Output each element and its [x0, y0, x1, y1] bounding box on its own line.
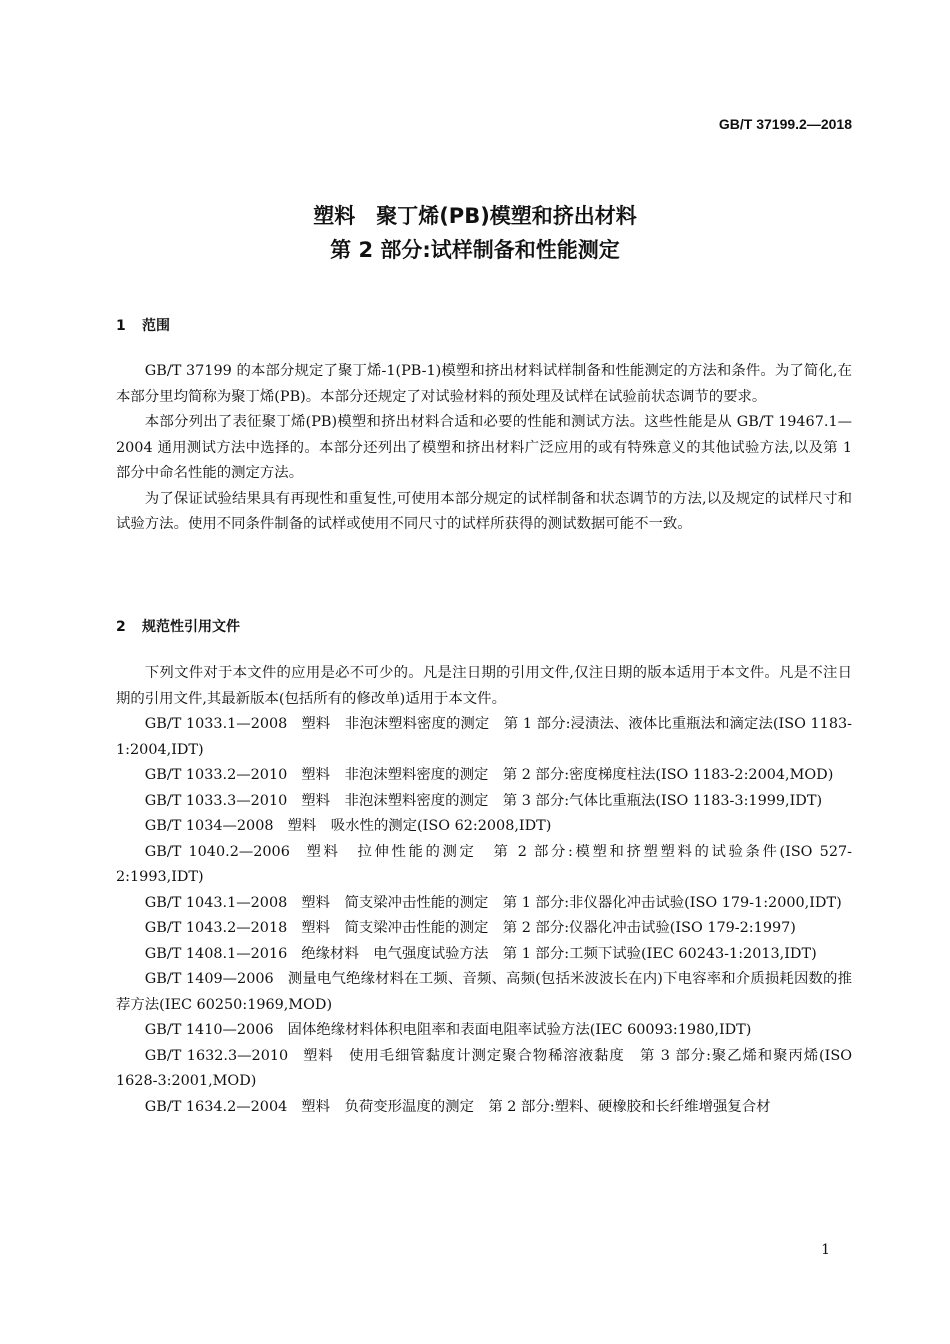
- section-title: 规范性引用文件: [142, 619, 240, 635]
- reference-item: [116, 891, 852, 917]
- standard-code: GB/T 37199.2—2018: [718, 116, 852, 132]
- reference-item: [116, 1018, 852, 1044]
- reference-item: [116, 967, 852, 1018]
- reference-title: 塑料 拉伸性能的测定 第 2 部分:模塑和挤塑塑料的试验条件(ISO 527-2:1993,IDT): [116, 843, 852, 885]
- section-1-body: [116, 359, 852, 538]
- document-title-line2: 第 2 部分:试样制备和性能测定: [330, 238, 620, 262]
- section-2-heading: [116, 616, 240, 636]
- reference-item: [116, 763, 852, 789]
- reference-title: 塑料 负荷变形温度的测定 第 2 部分:塑料、硬橡胶和长纤维增强复合材: [301, 1098, 771, 1115]
- document-title-line1: 塑料 聚丁烯(PB)模塑和挤出材料: [313, 204, 637, 228]
- section-2-body: [116, 661, 852, 1120]
- paragraph: 本部分列出了表征聚丁烯(PB)模塑和挤出材料合适和必要的性能和测试方法。这些性能是从 GB/T 19467.1—2004 通用测试方法中选择的。本部分还列出了模塑和挤出材料广泛应用的或有特殊意义的其他试验方法,以及第 1 部分中命名性能的测定方法。: [116, 414, 852, 481]
- reference-title: 固体绝缘材料体积电阻率和表面电阻率试验方法(IEC 60093:1980,IDT): [287, 1022, 752, 1038]
- reference-item: [116, 712, 852, 763]
- reference-standard: GB/T 1043.2—2018: [144, 920, 288, 936]
- page-number: 1: [821, 1242, 830, 1258]
- section-number: 1: [116, 318, 126, 334]
- reference-title: 塑料 非泡沫塑料密度的测定 第 2 部分:密度梯度柱法(ISO 1183-2:2004,MOD): [301, 767, 834, 783]
- reference-title: 塑料 简支梁冲击性能的测定 第 1 部分:非仪器化冲击试验(ISO 179-1:2000,IDT): [301, 894, 842, 911]
- section-1-heading: [116, 315, 170, 335]
- reference-title: 塑料 非泡沫塑料密度的测定 第 3 部分:气体比重瓶法(ISO 1183-3:1999,IDT): [301, 792, 823, 809]
- reference-standard: GB/T 1033.1—2008: [144, 716, 288, 732]
- paragraph: 下列文件对于本文件的应用是必不可少的。凡是注日期的引用文件,仅注日期的版本适用于本文件。凡是不注日期的引用文件,其最新版本(包括所有的修改单)适用于本文件。: [116, 665, 852, 707]
- reference-standard: GB/T 1043.1—2008: [144, 894, 288, 911]
- reference-item: [116, 942, 852, 968]
- reference-standard: GB/T 1634.2—2004: [144, 1098, 288, 1115]
- reference-standard: GB/T 1408.1—2016: [144, 945, 288, 962]
- reference-standard: GB/T 1040.2—2006: [144, 843, 290, 860]
- reference-item: [116, 789, 852, 815]
- reference-standard: GB/T 1033.3—2010: [144, 792, 288, 809]
- reference-title: 塑料 使用毛细管黏度计测定聚合物稀溶液黏度 第 3 部分:聚乙烯和聚丙烯(ISO 1628-3:2001,MOD): [116, 1047, 852, 1089]
- reference-item: [116, 814, 852, 840]
- reference-item: [116, 916, 852, 942]
- paragraph: GB/T 37199 的本部分规定了聚丁烯-1(PB-1)模塑和挤出材料试样制备和性能测定的方法和条件。为了简化,在本部分里均简称为聚丁烯(PB)。本部分还规定了对试验材料的预处理及试样在试验前状态调节的要求。: [116, 363, 852, 405]
- reference-standard: GB/T 1034—2008: [144, 818, 274, 834]
- section-number: 2: [116, 619, 126, 635]
- reference-title: 塑料 简支梁冲击性能的测定 第 2 部分:仪器化冲击试验(ISO 179-2:1997): [301, 920, 796, 936]
- reference-title: 绝缘材料 电气强度试验方法 第 1 部分:工频下试验(IEC 60243-1:2013,IDT): [301, 945, 817, 962]
- reference-standard: GB/T 1410—2006: [144, 1022, 274, 1038]
- reference-title: 塑料 非泡沫塑料密度的测定 第 1 部分:浸渍法、液体比重瓶法和滴定法(ISO 1183-1:2004,IDT): [116, 716, 852, 758]
- reference-title: 塑料 吸水性的测定(ISO 62:2008,IDT): [287, 818, 552, 834]
- paragraph: 为了保证试验结果具有再现性和重复性,可使用本部分规定的试样制备和状态调节的方法,以及规定的试样尺寸和试验方法。使用不同条件制备的试样或使用不同尺寸的试样所获得的测试数据可能不一致。: [116, 490, 852, 532]
- reference-standard: GB/T 1409—2006: [144, 971, 274, 987]
- reference-item: [116, 1044, 852, 1095]
- reference-item: [116, 1095, 852, 1121]
- reference-item: [116, 840, 852, 891]
- reference-title: 测量电气绝缘材料在工频、音频、高频(包括米波波长在内)下电容率和介质损耗因数的推荐方法(IEC 60250:1969,MOD): [116, 971, 852, 1013]
- reference-standard: GB/T 1632.3—2010: [144, 1047, 289, 1064]
- reference-standard: GB/T 1033.2—2010: [144, 767, 288, 783]
- section-title: 范围: [142, 318, 170, 334]
